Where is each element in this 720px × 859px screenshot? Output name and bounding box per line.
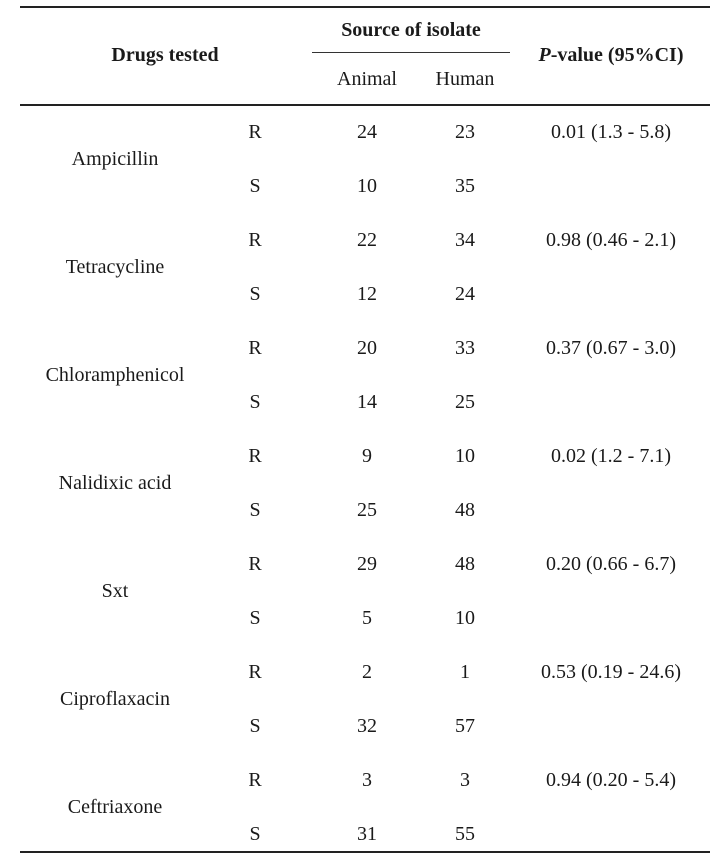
animal-cell: 24 [357, 121, 377, 143]
drug-name: Chloramphenicol [45, 364, 185, 386]
human-cell: 34 [455, 229, 475, 251]
p-value-cell: 0.53 (0.19 - 24.6) [541, 661, 681, 683]
resistant-label: R [248, 553, 262, 575]
animal-cell: 31 [357, 823, 377, 845]
human-cell: 10 [455, 607, 475, 629]
source-of-isolate-header: Source of isolate [341, 19, 481, 41]
animal-cell: 3 [362, 769, 372, 791]
p-value-cell: 0.98 (0.46 - 2.1) [546, 229, 676, 251]
animal-cell: 2 [362, 661, 372, 683]
susceptible-label: S [249, 607, 261, 629]
animal-column-header: Animal [337, 68, 397, 90]
susceptible-label: S [249, 823, 261, 845]
drugs-tested-header: Drugs tested [111, 44, 219, 66]
human-cell: 55 [455, 823, 475, 845]
human-cell: 57 [455, 715, 475, 737]
resistant-label: R [248, 769, 262, 791]
animal-cell: 32 [357, 715, 377, 737]
p-value-cell: 0.01 (1.3 - 5.8) [551, 121, 671, 143]
human-cell: 23 [455, 121, 475, 143]
susceptible-label: S [249, 499, 261, 521]
p-value-cell: 0.37 (0.67 - 3.0) [546, 337, 676, 359]
p-value-cell: 0.02 (1.2 - 7.1) [551, 445, 671, 467]
animal-cell: 20 [357, 337, 377, 359]
drug-name: Ceftriaxone [67, 796, 163, 818]
animal-cell: 29 [357, 553, 377, 575]
resistant-label: R [248, 445, 262, 467]
resistant-label: R [248, 661, 262, 683]
resistant-label: R [248, 337, 262, 359]
human-cell: 35 [455, 175, 475, 197]
human-cell: 24 [455, 283, 475, 305]
animal-cell: 14 [357, 391, 377, 413]
susceptible-label: S [249, 715, 261, 737]
p-italic: P [538, 44, 551, 66]
p-value-cell: 0.20 (0.66 - 6.7) [546, 553, 676, 575]
animal-cell: 5 [362, 607, 372, 629]
drug-name: Nalidixic acid [58, 472, 172, 494]
animal-cell: 10 [357, 175, 377, 197]
human-cell: 48 [455, 553, 475, 575]
human-cell: 33 [455, 337, 475, 359]
animal-cell: 12 [357, 283, 377, 305]
animal-cell: 9 [362, 445, 372, 467]
susceptible-label: S [249, 391, 261, 413]
human-cell: 10 [455, 445, 475, 467]
human-cell: 3 [460, 769, 470, 791]
susceptible-label: S [249, 175, 261, 197]
resistant-label: R [248, 229, 262, 251]
human-cell: 25 [455, 391, 475, 413]
drug-name: Ampicillin [71, 148, 159, 170]
drug-name: Tetracycline [65, 256, 165, 278]
susceptible-label: S [249, 283, 261, 305]
resistant-label: R [248, 121, 262, 143]
p-value-label: -value (95%CI) [550, 44, 684, 66]
drug-name: Ciproflaxacin [60, 688, 170, 710]
human-cell: 48 [455, 499, 475, 521]
drug-name: Sxt [101, 580, 129, 602]
animal-cell: 25 [357, 499, 377, 521]
human-column-header: Human [435, 68, 495, 90]
human-cell: 1 [460, 661, 470, 683]
animal-cell: 22 [357, 229, 377, 251]
p-value-cell: 0.94 (0.20 - 5.4) [546, 769, 676, 791]
